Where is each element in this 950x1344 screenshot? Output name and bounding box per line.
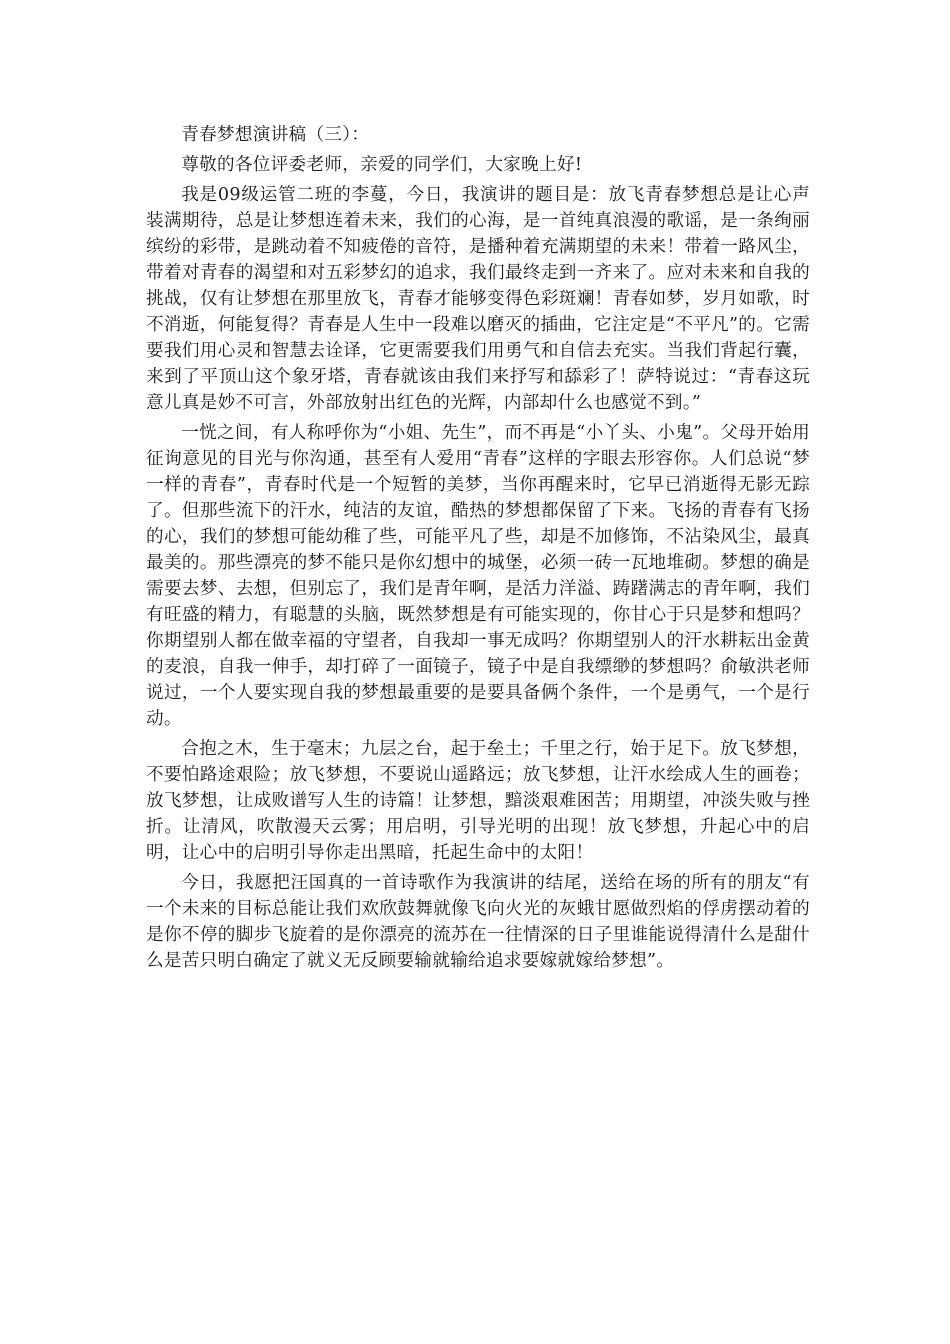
document-body bbox=[146, 122, 810, 978]
paragraph-closing: 今日，我愿把汪国真的一首诗歌作为我演讲的结尾，送给在场的所有的朋友“有一个未来的目标总能让我们欢欣鼓舞就像飞向火光的灰蛾甘愿做烈焰的俘虏摆动着的是你不停的脚步飞旋着的是你漂亮的流苏在一往情深的日子里谁能说得清什么是甜什么是苦只明白确定了就义无反顾要输就输给追求要嫁就嫁给梦想”。 bbox=[146, 873, 810, 971]
paragraph-dreams: 合抱之木，生于毫末；九层之台，起于垒土；千里之行，始于足下。放飞梦想，不要怕路途艰险；放飞梦想，不要说山遥路远；放飞梦想，让汗水绘成人生的画卷；放飞梦想，让成败谱写人生的诗篇！让梦想，黯淡艰难困苦；用期望，冲淡失败与挫折。让清风，吹散漫天云雾；用启明，引导光明的出现！放飞梦想，升起心中的启明，让心中的启明引导你走出黑暗，托起生命中的太阳！ bbox=[146, 739, 810, 863]
paragraph-youth: 一恍之间，有人称呼你为“小姐、先生”，而不再是“小丫头、小鬼”。父母开始用征询意见的目光与你沟通，甚至有人爱用“青春”这样的字眼去形容你。人们总说“梦一样的青春”，青春时代是一个短暂的美梦，当你再醒来时，它早已消逝得无影无踪了。但那些流下的汗水，纯洁的友谊，酷热的梦想都保留了下来。飞扬的青春有飞扬的心，我们的梦想可能幼稚了些，可能平凡了些，却是不加修饰，不沾染风尘，最真最美的。那些漂亮的梦不能只是你幻想中的城堡，必须一砖一瓦地堆砌。梦想的确是需要去梦、去想，但别忘了，我们是青年啊，是活力洋溢、踌躇满志的青年啊，我们有旺盛的精力，有聪慧的头脑，既然梦想是有可能实现的，你甘心于只是梦和想吗？你期望别人都在做幸福的守望者，自我却一事无成吗？你期望别人的汗水耕耘出金黄的麦浪，自我一伸手，却打碎了一面镜子，镜子中是自我缥缈的梦想吗？俞敏洪老师说过，一个人要实现自我的梦想最重要的是要具备俩个条件，一个是勇气，一个是行动。 bbox=[146, 423, 810, 729]
paragraph-intro: 我是09级运管二班的李蔓，今日，我演讲的题目是：放飞青春梦想总是让心声装满期待，总是让梦想连着未来，我们的心海，是一首纯真浪漫的歌谣，是一条绚丽缤纷的彩带，是跳动着不知疲倦的音符，是播种着充满期望的未来！带着一路风尘，带着对青春的渴望和对五彩梦幻的追求，我们最终走到一齐来了。应对未来和自我的挑战，仅有让梦想在那里放飞，青春才能够变得色彩斑斓！青春如梦，岁月如歌，时不消逝，何能复得？青春是人生中一段难以磨灭的插曲，它注定是“不平凡”的。它需要我们用心灵和智慧去诠译，它更需要我们用勇气和自信去充实。当我们背起行囊，来到了平顶山这个象牙塔，青春就该由我们来抒写和舔彩了！萨特说过：“青春这玩意儿真是妙不可言，外部放射出红色的光辉，内部却什么也感觉不到。” bbox=[146, 185, 810, 413]
greeting: 尊敬的各位评委老师，亲爱的同学们，大家晚上好! bbox=[181, 155, 583, 175]
document-title: 青春梦想演讲稿（三）： bbox=[181, 125, 370, 145]
